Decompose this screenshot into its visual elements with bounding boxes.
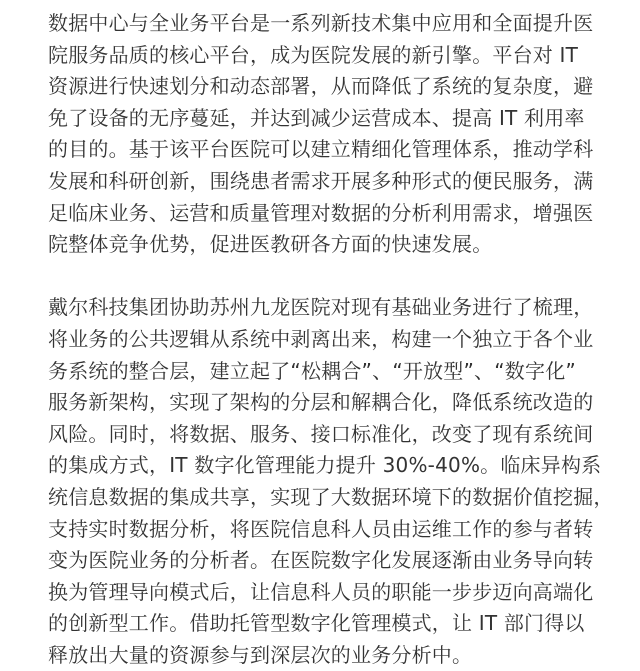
text-line: 资源进行快速划分和动态部署，从而降低了系统的复杂度，避 <box>48 74 594 99</box>
text-line: 统信息数据的集成共享，实现了大数据环境下的数据价值挖掘， <box>48 484 614 509</box>
paragraph-2 <box>48 292 614 671</box>
text-line: 换为管理导向模式后，让信息科人员的职能一步步迈向高端化 <box>48 579 594 604</box>
text-line: 支持实时数据分析，将医院信息科人员由运维工作的参与者转 <box>48 516 594 541</box>
article-body <box>48 8 614 671</box>
text-line: 院整体竞争优势，促进医教研各方面的快速发展。 <box>48 232 493 257</box>
text-line: 变为医院业务的分析者。在医院数字化发展逐渐由业务导向转 <box>48 548 594 573</box>
text-line: 将业务的公共逻辑从系统中剥离出来，构建一个独立于各个业 <box>48 326 594 351</box>
text-line: 释放出大量的资源参与到深层次的业务分析中。 <box>48 642 473 667</box>
text-line: 足临床业务、运营和质量管理对数据的分析利用需求，增强医 <box>48 200 594 225</box>
text-line: 戴尔科技集团协助苏州九龙医院对现有基础业务进行了梳理， <box>48 295 594 320</box>
text-line: 院服务品质的核心平台，成为医院发展的新引擎。平台对 IT <box>48 42 579 67</box>
text-line: 务系统的整合层，建立起了“松耦合”、“开放型”、“数字化” <box>48 358 576 383</box>
text-line: 免了设备的无序蔓延，并达到减少运营成本、提高 IT 利用率 <box>48 105 585 130</box>
text-line: 的创新型工作。借助托管型数字化管理模式，让 IT 部门得以 <box>48 611 585 636</box>
text-line: 数据中心与全业务平台是一系列新技术集中应用和全面提升医 <box>48 11 594 35</box>
paragraph-spacer <box>48 261 604 293</box>
paragraph-1 <box>48 8 604 261</box>
text-line: 风险。同时，将数据、服务、接口标准化，改变了现有系统间 <box>48 421 594 446</box>
text-line: 的集成方式，IT 数字化管理能力提升 30%-40%。临床异构系 <box>48 453 602 478</box>
text-line: 发展和科研创新，围绕患者需求开展多种形式的便民服务，满 <box>48 168 594 193</box>
text-line: 的目的。基于该平台医院可以建立精细化管理体系，推动学科 <box>48 137 594 162</box>
text-line: 服务新架构，实现了架构的分层和解耦合化，降低系统改造的 <box>48 390 594 415</box>
